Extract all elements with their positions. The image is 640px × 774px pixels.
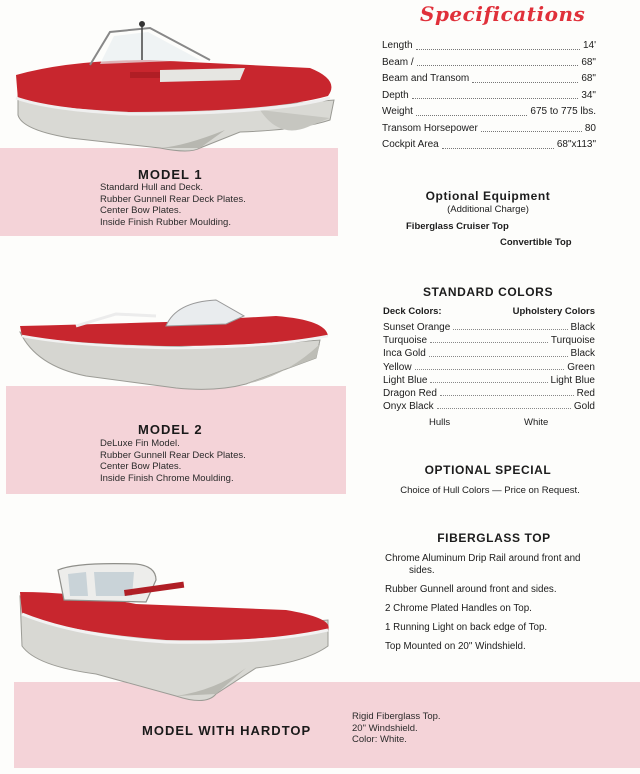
colors-header [383, 306, 595, 317]
hulls-value: White [524, 417, 549, 428]
deck-color: Turquoise [383, 335, 428, 347]
spec-label: Weight [382, 106, 413, 117]
deck-color: Onyx Black [383, 401, 434, 413]
spec-row [382, 104, 596, 121]
specifications-table [382, 38, 596, 154]
spec-value: 34" [581, 89, 596, 101]
hardtop-description [352, 711, 441, 746]
optional-special-title: OPTIONAL SPECIAL [424, 463, 552, 477]
optional-equipment-subtitle: (Additional Charge) [447, 204, 529, 215]
color-row [383, 361, 595, 374]
model2-line: Rubber Gunnell Rear Deck Plates. [100, 449, 246, 461]
model1-line: Rubber Gunnell Rear Deck Plates. [100, 193, 246, 205]
spec-label: Transom Horsepower [382, 122, 478, 134]
spec-row [382, 88, 596, 105]
specifications-title: Specifications [420, 2, 586, 26]
color-row [383, 400, 595, 413]
spec-row [382, 38, 596, 55]
deck-color: Inca Gold [383, 348, 426, 360]
hardtop-line: 20" Windshield. [352, 722, 418, 734]
deck-color: Yellow [383, 361, 412, 373]
optional-item-convertible-top: Convertible Top [500, 237, 572, 248]
spec-row [382, 137, 596, 154]
hardtop-boat-image [16, 556, 334, 710]
standard-colors-title: STANDARD COLORS [422, 285, 554, 299]
optional-special-text: Choice of Hull Colors — Price on Request. [400, 485, 580, 496]
model1-title: MODEL 1 [138, 167, 203, 182]
hardtop-line: Color: White. [352, 734, 407, 745]
deck-color: Dragon Red [383, 387, 437, 399]
optional-item-cruiser-top: Fiberglass Cruiser Top [406, 221, 509, 232]
spec-label: Depth [382, 89, 409, 101]
fiberglass-top-item: Rubber Gunnell around front and sides. [385, 584, 557, 595]
fiberglass-top-title: FIBERGLASS TOP [437, 531, 551, 545]
model1-line: Inside Finish Rubber Moulding. [100, 216, 231, 228]
model1-line: Standard Hull and Deck. [100, 182, 203, 193]
fiberglass-top-item: 1 Running Light on back edge of Top. [385, 622, 548, 633]
spec-label: Beam / [382, 56, 414, 68]
spec-row [382, 121, 596, 138]
upholstery-color: Black [570, 348, 595, 360]
optional-equipment-title: Optional Equipment [425, 189, 551, 203]
hardtop-title: MODEL WITH HARDTOP [142, 723, 312, 738]
color-row [383, 334, 595, 347]
spec-value: 80 [584, 122, 596, 134]
color-row [383, 374, 595, 387]
spec-value: 68" [581, 56, 596, 68]
fiberglass-top-item: Top Mounted on 20" Windshield. [385, 641, 526, 652]
upholstery-color: Turquoise [550, 335, 595, 347]
model1-description [100, 182, 246, 228]
deck-color: Light Blue [383, 374, 428, 386]
spec-value: 14' [582, 40, 596, 51]
hulls-label: Hulls [429, 417, 451, 428]
upholstery-color: Light Blue [550, 374, 595, 386]
model2-line: Center Bow Plates. [100, 461, 182, 472]
color-row [383, 387, 595, 400]
spec-value: 68"x113" [556, 139, 596, 150]
hardtop-line: Rigid Fiberglass Top. [352, 711, 441, 722]
fiberglass-top-item: Chrome Aluminum Drip Rail around front and [385, 553, 581, 564]
upholstery-color: Red [576, 387, 595, 399]
fiberglass-top-item: 2 Chrome Plated Handles on Top. [385, 603, 532, 614]
fiberglass-top-item: sides. [409, 565, 435, 576]
deck-colors-header: Deck Colors: [383, 306, 442, 317]
spec-row [382, 71, 596, 88]
spec-label: Length [382, 40, 413, 51]
spec-value: 68" [581, 73, 596, 84]
color-row [383, 347, 595, 360]
color-row [383, 321, 595, 334]
spec-label: Beam and Transom [382, 73, 470, 84]
model1-boat-image [10, 20, 340, 160]
model1-line: Center Bow Plates. [100, 205, 182, 216]
model2-boat-image [16, 296, 332, 396]
spec-label: Cockpit Area [382, 139, 439, 150]
colors-table [383, 321, 595, 413]
model2-description [100, 438, 246, 484]
upholstery-color: Black [570, 322, 595, 333]
deck-color: Sunset Orange [383, 322, 451, 333]
spec-value: 675 to 775 lbs. [530, 106, 596, 117]
upholstery-colors-header: Upholstery Colors [512, 306, 595, 317]
spec-row [382, 55, 596, 72]
fiberglass-top-list [385, 553, 615, 653]
upholstery-color: Green [567, 361, 595, 373]
model2-line: Inside Finish Chrome Moulding. [100, 472, 234, 484]
model2-line: DeLuxe Fin Model. [100, 438, 180, 449]
upholstery-color: Gold [573, 401, 595, 413]
model2-title: MODEL 2 [138, 422, 203, 437]
